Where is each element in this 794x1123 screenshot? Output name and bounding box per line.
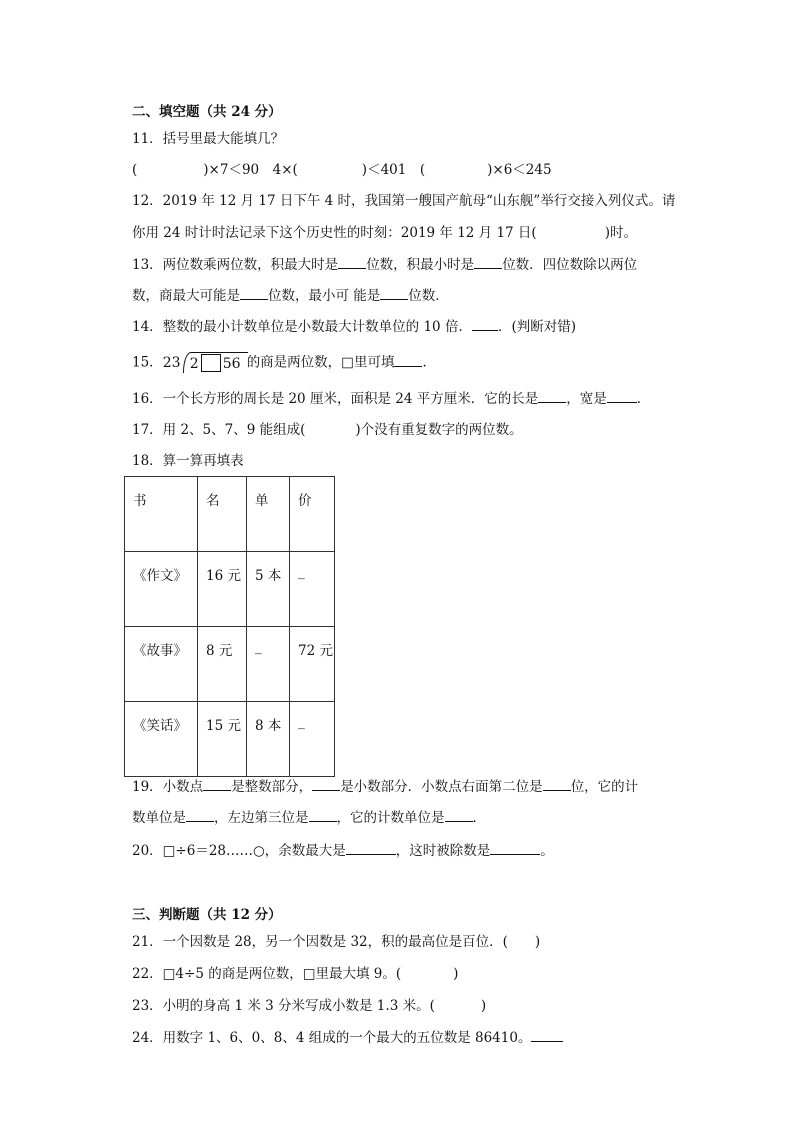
section-heading-judgement: 三、判断题（共 12 分） [132, 907, 282, 923]
table-cell-blank[interactable]: _ [290, 552, 335, 627]
table-cell: 8 元 [198, 627, 247, 702]
answer-blank[interactable] [472, 318, 498, 331]
answer-blank[interactable] [474, 256, 502, 269]
table-cell: 8 本 [247, 702, 290, 777]
table-row [125, 552, 335, 627]
table-header-cell: 名 [198, 477, 247, 552]
table-cell-blank[interactable]: _ [290, 702, 335, 777]
question-14: 14．整数的最小计数单位是小数最大计数单位的 10 倍． ．(判断对错) [132, 319, 576, 335]
question-23: 23．小明的身高 1 米 3 分米写成小数是 1.3 米。( ) [132, 998, 487, 1014]
question-13-line1: 13．两位数乘两位数，积最大时是 位数，积最小时是 位数．四位数除以两位 [132, 257, 638, 273]
question-13-line2: 数，商最大可能是 位数，最小可 能是 位数． [132, 288, 449, 304]
answer-blank[interactable] [531, 1029, 563, 1042]
question-16: 16．一个长方形的周长是 20 厘米，面积是 24 平方厘米．它的长是 ，宽是 ． [132, 391, 651, 407]
answer-blank[interactable] [309, 809, 337, 822]
question-22: 22．□4÷5 的商是两位数，□里最大填 9。( ) [132, 966, 459, 982]
question-21: 21．一个因数是 28，另一个因数是 32，积的最高位是百位．( ) [132, 934, 541, 950]
table-cell: 《笑话》 [125, 702, 198, 777]
question-15: 15． 23 2 56 的商是两位数，□里可填 ． [132, 352, 436, 374]
answer-blank[interactable] [538, 390, 566, 403]
question-12-line2: 你用 24 时计时法记录下这个历史性的时刻：2019 年 12 月 17 日( )时。 [132, 225, 637, 241]
table-cell: 16 元 [198, 552, 247, 627]
table-cell: 15 元 [198, 702, 247, 777]
answer-blank[interactable] [338, 256, 366, 269]
question-19-line2: 数单位是 ，左边第三位是 ，它的计数单位是 ． [132, 810, 486, 826]
answer-blank[interactable] [312, 778, 340, 791]
answer-blank[interactable] [346, 842, 396, 855]
table-cell: 5 本 [247, 552, 290, 627]
answer-blank[interactable] [445, 809, 473, 822]
long-division: 23 2 56 [163, 352, 247, 374]
table-cell: 《故事》 [125, 627, 198, 702]
answer-blank[interactable] [607, 390, 637, 403]
table-header-row [125, 477, 335, 552]
answer-blank[interactable] [240, 287, 268, 300]
question-18-title: 18．算一算再填表 [132, 453, 244, 469]
answer-blank[interactable] [380, 287, 408, 300]
answer-blank[interactable] [543, 778, 571, 791]
answer-blank[interactable] [394, 354, 422, 367]
table-header-cell: 单 [247, 477, 290, 552]
question-11: 11．括号里最大能填几？ [132, 131, 285, 147]
question-12-line1: 12．2019 年 12 月 17 日下午 4 时，我国第一艘国产航母“山东舰”举行交接入列仪式。请 [132, 193, 676, 209]
price-table [124, 476, 335, 777]
digit-box[interactable] [201, 354, 221, 372]
question-20: 20．□÷6＝28……○，余数最大是 ，这时被除数是 。 [132, 843, 554, 859]
table-header-cell: 价 [290, 477, 335, 552]
table-row [125, 627, 335, 702]
table-cell-blank[interactable]: _ [247, 627, 290, 702]
question-19-line1: 19．小数点 是整数部分， 是小数部分．小数点右面第二位是 位，它的计 [132, 779, 639, 795]
table-header-cell: 书 [125, 477, 198, 552]
question-11-blanks: ( )×7＜90 4×( )＜401 ( )×6＜245 [132, 162, 552, 178]
answer-blank[interactable] [203, 778, 231, 791]
answer-blank[interactable] [186, 809, 214, 822]
question-24: 24．用数字 1、6、0、8、4 组成的一个最大的五位数是 86410。 [132, 1029, 563, 1047]
table-row [125, 702, 335, 777]
table-cell: 《作文》 [125, 552, 198, 627]
table-cell: 72 元 [290, 627, 335, 702]
section-heading-fill-in: 二、填空题（共 24 分） [132, 104, 282, 120]
answer-blank[interactable] [490, 842, 540, 855]
question-17: 17．用 2、5、7、9 能组成( )个没有重复数字的两位数。 [132, 422, 523, 438]
